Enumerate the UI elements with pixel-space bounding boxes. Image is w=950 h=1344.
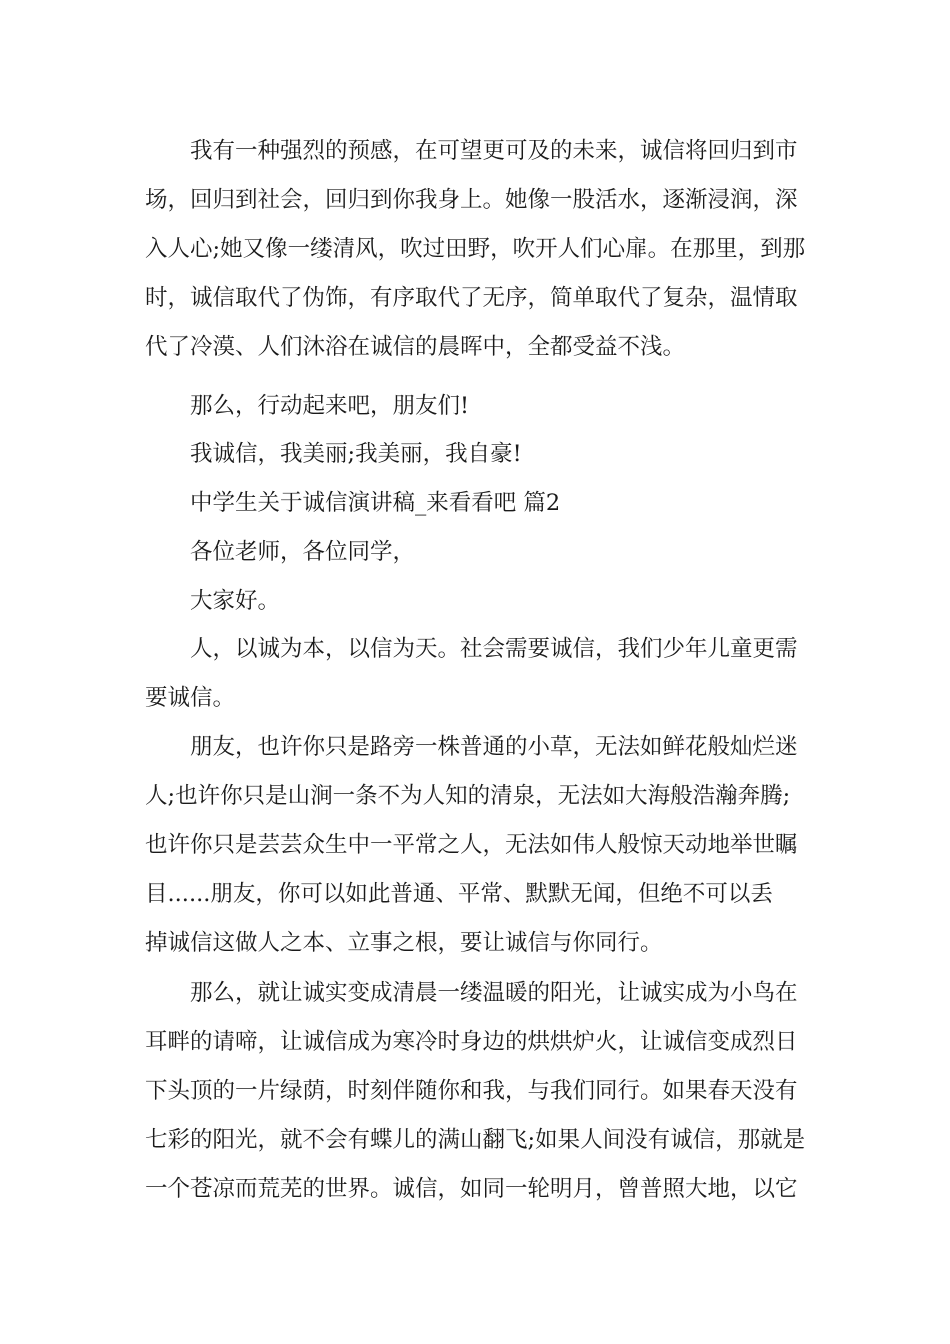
text-line: 人，以诚为本，以信为天。社会需要诚信，我们少年儿童更需 bbox=[190, 636, 798, 662]
greeting bbox=[145, 577, 807, 626]
paragraph-call-to-action bbox=[145, 382, 807, 431]
text-line: 目......朋友，你可以如此普通、平常、默默无闻，但绝不可以丢 bbox=[145, 881, 773, 907]
text-line: 场，回归到社会，回归到你我身上。她像一股活水，逐渐浸润，深 bbox=[145, 187, 798, 213]
text-line: 要诚信。 bbox=[145, 685, 236, 711]
text-line: 掉诚信这做人之本、立事之根，要让诚信与你同行。 bbox=[145, 930, 663, 956]
paragraph-slogan bbox=[145, 430, 807, 479]
text-line: 一个苍凉而荒芜的世界。诚信，如同一轮明月，曾普照大地，以它 bbox=[145, 1176, 798, 1202]
paragraph-integrity-basis bbox=[145, 625, 807, 723]
text-line: 耳畔的请啼，让诚信成为寒冷时身边的烘烘炉火，让诚信变成烈日 bbox=[145, 1029, 798, 1055]
paragraph-sunshine bbox=[145, 969, 807, 1214]
paragraph-friend bbox=[145, 723, 807, 968]
text-line: 那么，就让诚实变成清晨一缕温暖的阳光，让诚实成为小鸟在 bbox=[190, 980, 798, 1006]
text-line: 代了冷漠、人们沐浴在诚信的晨晖中，全都受益不浅。 bbox=[145, 334, 686, 360]
text-line: 下头顶的一片绿荫，时刻伴随你和我，与我们同行。如果春天没有 bbox=[145, 1078, 798, 1104]
text-line: 各位老师，各位同学， bbox=[190, 539, 416, 565]
section-heading bbox=[145, 479, 807, 528]
text-line: 朋友，也许你只是路旁一株普通的小草，无法如鲜花般灿烂迷 bbox=[190, 734, 798, 760]
text-line: 也许你只是芸芸众生中一平常之人，无法如伟人般惊天动地举世瞩 bbox=[145, 832, 798, 858]
text-line: 七彩的阳光，就不会有蝶儿的满山翻飞;如果人间没有诚信，那就是 bbox=[145, 1127, 806, 1153]
text-line: 大家好。 bbox=[190, 588, 281, 614]
text-line: 我有一种强烈的预感，在可望更可及的未来，诚信将回归到市 bbox=[190, 138, 798, 164]
text-line: 人;也许你只是山涧一条不为人知的清泉，无法如大海般浩瀚奔腾; bbox=[145, 783, 791, 809]
text-line: 时，诚信取代了伪饰，有序取代了无序，简单取代了复杂，温情取 bbox=[145, 285, 798, 311]
text-line: 入人心;她又像一缕清风，吹过田野，吹开人们心扉。在那里，到那 bbox=[145, 236, 806, 262]
text-line: 我诚信，我美丽;我美丽，我自豪! bbox=[190, 441, 522, 467]
heading-text: 中学生关于诚信演讲稿_来看看吧 篇2 bbox=[190, 490, 561, 516]
salutation bbox=[145, 528, 807, 577]
paragraph-future-honesty bbox=[145, 127, 807, 372]
text-line: 那么，行动起来吧，朋友们! bbox=[190, 393, 470, 419]
